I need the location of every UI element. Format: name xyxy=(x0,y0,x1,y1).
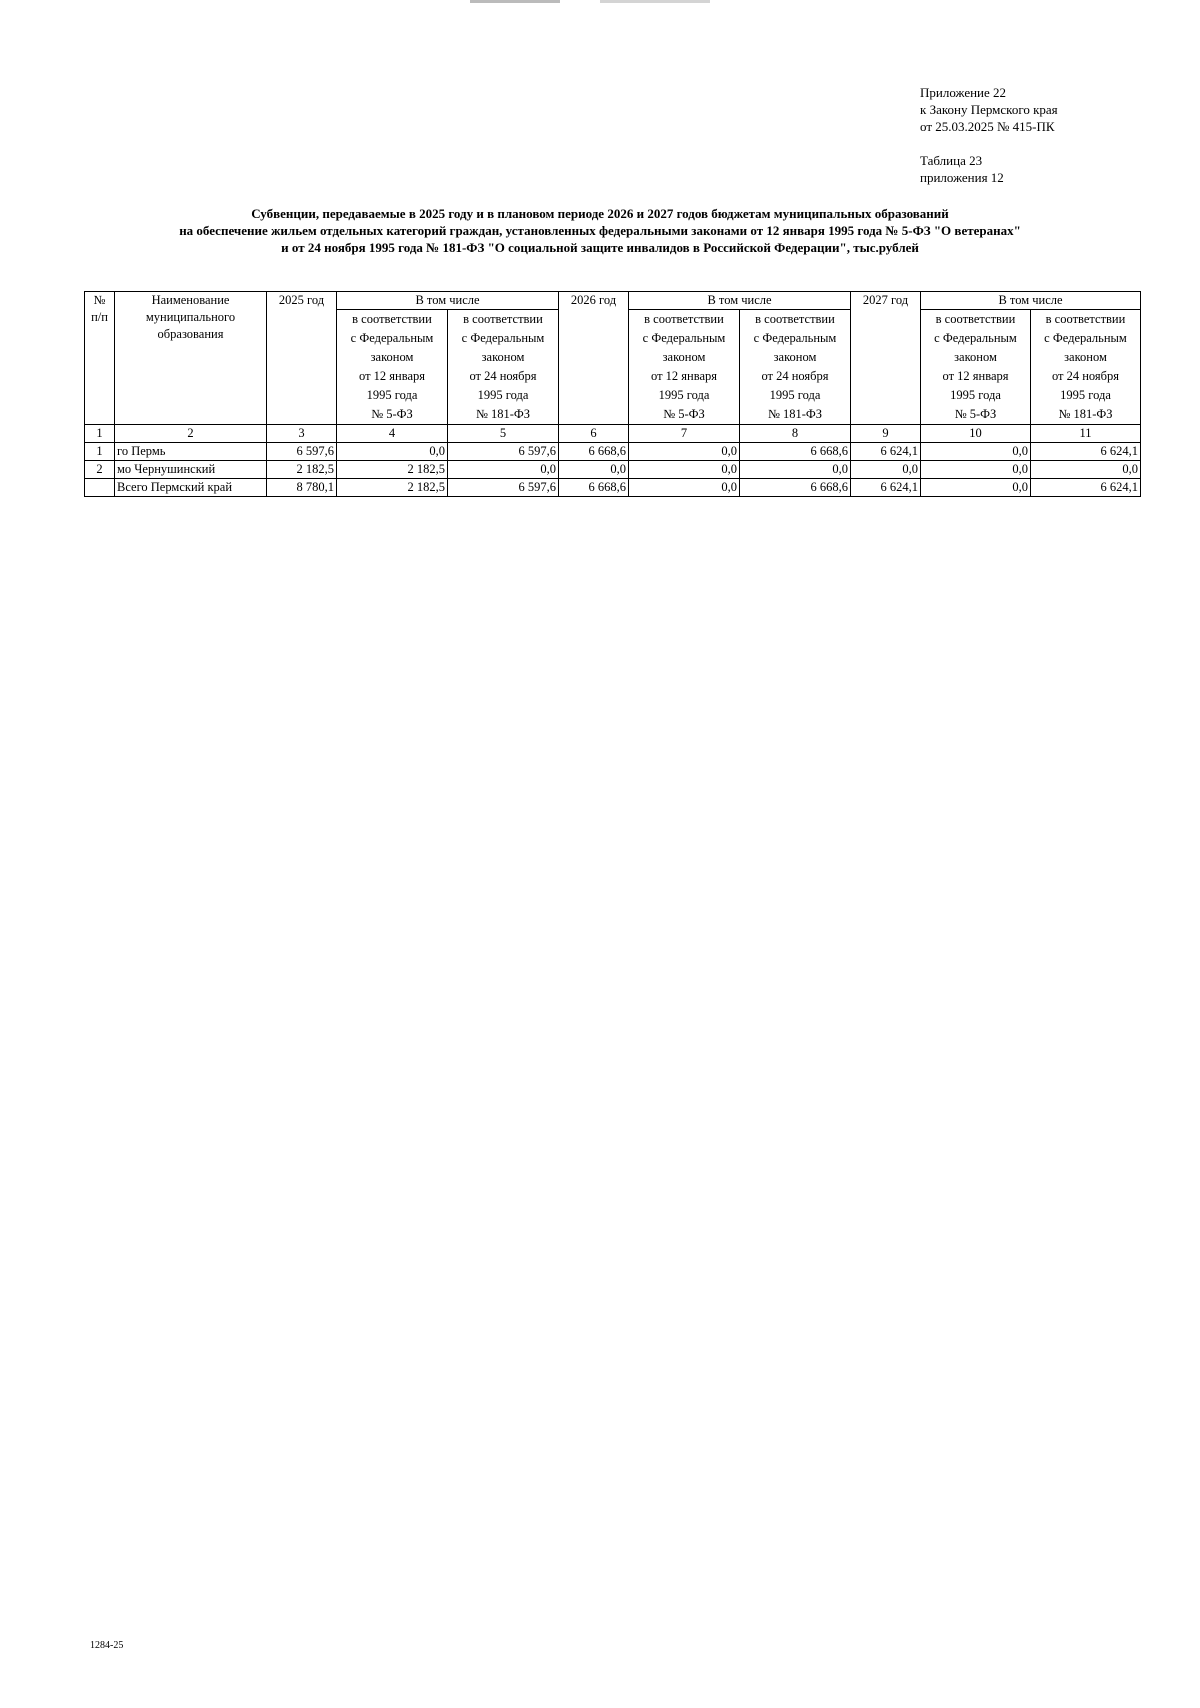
cell-value: 0,0 xyxy=(629,443,740,461)
cell-value: 6 668,6 xyxy=(740,479,851,497)
header-num: № п/п xyxy=(85,292,115,425)
scan-artifact xyxy=(470,0,560,3)
header-incl-2025: В том числе xyxy=(337,292,559,310)
cell-value: 6 597,6 xyxy=(267,443,337,461)
title-line-3: и от 24 ноября 1995 года № 181-ФЗ "О социальной защите инвалидов в Российской Федерации", тыс.рублей xyxy=(281,240,919,255)
header-5fz-2027: в соответствии с Федеральным законом от 12 января 1995 года № 5-ФЗ xyxy=(921,310,1031,425)
cell-value: 6 624,1 xyxy=(1031,479,1141,497)
cell-value: 8 780,1 xyxy=(267,479,337,497)
column-number-row xyxy=(85,425,1141,443)
cell-value: 2 182,5 xyxy=(337,461,448,479)
cell-value: 6 597,6 xyxy=(448,479,559,497)
cell-value: 0,0 xyxy=(851,461,921,479)
cell-value: 0,0 xyxy=(559,461,629,479)
cell-value: 2 182,5 xyxy=(267,461,337,479)
title-line-1: Субвенции, передаваемые в 2025 году и в плановом периоде 2026 и 2027 годов бюджетам муниципальных образований xyxy=(251,206,949,221)
document-code: 1284-25 xyxy=(90,1640,124,1651)
cell-value: 6 624,1 xyxy=(851,479,921,497)
row-index: 2 xyxy=(85,461,115,479)
table-row xyxy=(85,461,1141,479)
appendix-law: к Закону Пермского края xyxy=(920,102,1058,117)
col-number: 5 xyxy=(448,425,559,443)
cell-value: 0,0 xyxy=(921,461,1031,479)
col-number: 9 xyxy=(851,425,921,443)
col-number: 1 xyxy=(85,425,115,443)
cell-value: 0,0 xyxy=(337,443,448,461)
header-181fz-2026: в соответствии с Федеральным законом от 24 ноября 1995 года № 181-ФЗ xyxy=(740,310,851,425)
header-municipality: Наименование муниципального образования xyxy=(115,292,267,425)
row-index xyxy=(85,479,115,497)
cell-value: 6 624,1 xyxy=(851,443,921,461)
scan-artifact xyxy=(600,0,710,3)
col-number: 3 xyxy=(267,425,337,443)
col-number: 2 xyxy=(115,425,267,443)
appendix-header xyxy=(920,84,1180,186)
table-number: Таблица 23 xyxy=(920,153,983,168)
header-5fz-2026: в соответствии с Федеральным законом от 12 января 1995 года № 5-ФЗ xyxy=(629,310,740,425)
cell-value: 2 182,5 xyxy=(337,479,448,497)
total-row xyxy=(85,479,1141,497)
table-appendix: приложения 12 xyxy=(920,170,1004,185)
header-181fz-2027: в соответствии с Федеральным законом от 24 ноября 1995 года № 181-ФЗ xyxy=(1031,310,1141,425)
cell-value: 0,0 xyxy=(740,461,851,479)
cell-value: 6 624,1 xyxy=(1031,443,1141,461)
appendix-number: Приложение 22 xyxy=(920,85,1007,100)
header-incl-2027: В том числе xyxy=(921,292,1141,310)
col-number: 7 xyxy=(629,425,740,443)
header-2026: 2026 год xyxy=(559,292,629,425)
cell-value: 0,0 xyxy=(629,479,740,497)
col-number: 6 xyxy=(559,425,629,443)
cell-value: 6 668,6 xyxy=(740,443,851,461)
header-2025: 2025 год xyxy=(267,292,337,425)
cell-value: 6 597,6 xyxy=(448,443,559,461)
table-row xyxy=(85,443,1141,461)
header-2027: 2027 год xyxy=(851,292,921,425)
appendix-date: от 25.03.2025 № 415-ПК xyxy=(920,119,1055,134)
row-municipality: го Пермь xyxy=(115,443,267,461)
subsidy-table xyxy=(84,291,1141,497)
header-incl-2026: В том числе xyxy=(629,292,851,310)
row-index: 1 xyxy=(85,443,115,461)
cell-value: 6 668,6 xyxy=(559,479,629,497)
cell-value: 0,0 xyxy=(921,479,1031,497)
document-title xyxy=(0,205,1200,256)
title-line-2: на обеспечение жильем отдельных категорий граждан, установленных федеральными законами от 12 января 1995 года № 5-ФЗ "О ветеранах" xyxy=(179,223,1021,238)
cell-value: 0,0 xyxy=(921,443,1031,461)
col-number: 10 xyxy=(921,425,1031,443)
cell-value: 0,0 xyxy=(629,461,740,479)
header-181fz-2025: в соответствии с Федеральным законом от 24 ноября 1995 года № 181-ФЗ xyxy=(448,310,559,425)
cell-value: 6 668,6 xyxy=(559,443,629,461)
row-municipality: мо Чернушинский xyxy=(115,461,267,479)
header-5fz-2025: в соответствии с Федеральным законом от 12 января 1995 года № 5-ФЗ xyxy=(337,310,448,425)
col-number: 4 xyxy=(337,425,448,443)
col-number: 11 xyxy=(1031,425,1141,443)
cell-value: 0,0 xyxy=(448,461,559,479)
col-number: 8 xyxy=(740,425,851,443)
cell-value: 0,0 xyxy=(1031,461,1141,479)
row-municipality: Всего Пермский край xyxy=(115,479,267,497)
